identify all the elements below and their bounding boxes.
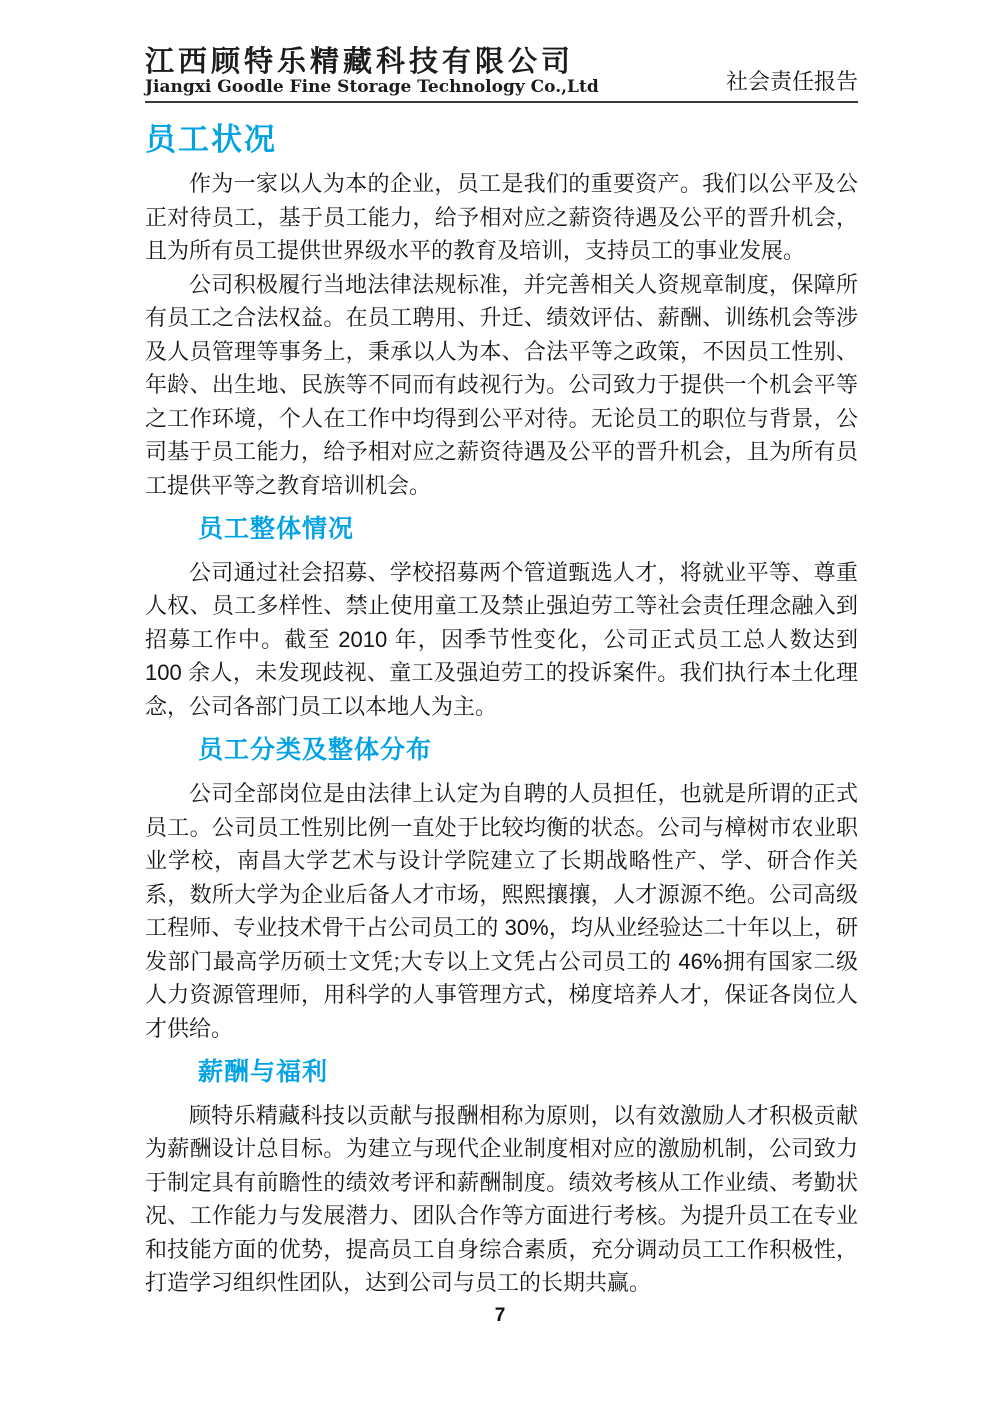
company-name-chinese: 江西顾特乐精藏科技有限公司: [145, 44, 575, 78]
subsection-heading-employee-distribution: 员工分类及整体分布: [198, 736, 433, 765]
company-name-english: Jiangxi Goodle Fine Storage Technology Co.,Ltd: [145, 76, 599, 97]
company-logo: [145, 46, 599, 97]
page-number: 7: [494, 1305, 506, 1326]
subsection-body-compensation-benefits: 顾特乐精藏科技以贡献与报酬相称为原则，以有效激励人才积极贡献为薪酬设计总目标。为建立与现代企业制度相对应的激励机制，公司致力于制定具有前瞻性的绩效考评和薪酬制度。绩效考核从工作业绩、考勤状况、工作能力与发展潜力、团队合作等方面进行考核。为提升员工在专业和技能方面的优势，提高员工自身综合素质，充分调动员工工作积极性，打造学习组织性团队，达到公司与员工的长期共赢。: [145, 1102, 858, 1296]
intro-paragraph-2: 公司积极履行当地法律法规标准，并完善相关人资规章制度，保障所有员工之合法权益。在员工聘用、升迁、绩效评估、薪酬、训练机会等涉及人员管理等事务上，秉承以人为本、合法平等之政策，不因员工性别、年龄、出生地、民族等不同而有歧视行为。公司致力于提供一个机会平等之工作环境，个人在工作中均得到公平对待。无论员工的职位与背景，公司基于员工能力，给予相对应之薪资待遇及公平的晋升机会，且为所有员工提供平等之教育培训机会。: [145, 271, 858, 498]
report-title-label: 社会责任报告: [725, 69, 858, 95]
subsection-body-employee-overview: 公司通过社会招募、学校招募两个管道甄选人才，将就业平等、尊重人权、员工多样性、禁止使用童工及禁止强迫劳工等社会责任理念融入到招募工作中。截至 2010 年，因季节性变化，公司正式员工总人数达到 100 余人，未发现歧视、童工及强迫劳工的投诉案件。我们执行本土化理念，公司各部门员工以本地人为主。: [145, 559, 858, 719]
subsection-heading-compensation-benefits: 薪酬与福利: [198, 1058, 329, 1087]
report-body: [145, 122, 858, 1299]
subsection-heading-employee-overview: 员工整体情况: [198, 515, 355, 544]
subsection-body-employee-distribution: 公司全部岗位是由法律上认定为自聘的人员担任，也就是所谓的正式员工。公司员工性别比例一直处于比较均衡的状态。公司与樟树市农业职业学校，南昌大学艺术与设计学院建立了长期战略性产、学、研合作关系，数所大学为企业后备人才市场，熙熙攘攘，人才源源不绝。公司高级工程师、专业技术骨干占公司员工的 30%，均从业经验达二十年以上，研发部门最高学历硕士文凭;大专以上文凭占公司员工的 46%拥有国家二级人力资源管理师，用科学的人事管理方式，梯度培养人才，保证各岗位人才供给。: [145, 781, 858, 1041]
header-divider: [145, 101, 858, 103]
intro-paragraph-1: 作为一家以人为本的企业，员工是我们的重要资产。我们以公平及公正对待员工，基于员工能力，给予相对应之薪资待遇及公平的晋升机会，且为所有员工提供世界级水平的教育及培训，支持员工的事业发展。: [145, 171, 858, 264]
page-header: [145, 0, 858, 97]
section-title: 员工状况: [145, 122, 277, 158]
